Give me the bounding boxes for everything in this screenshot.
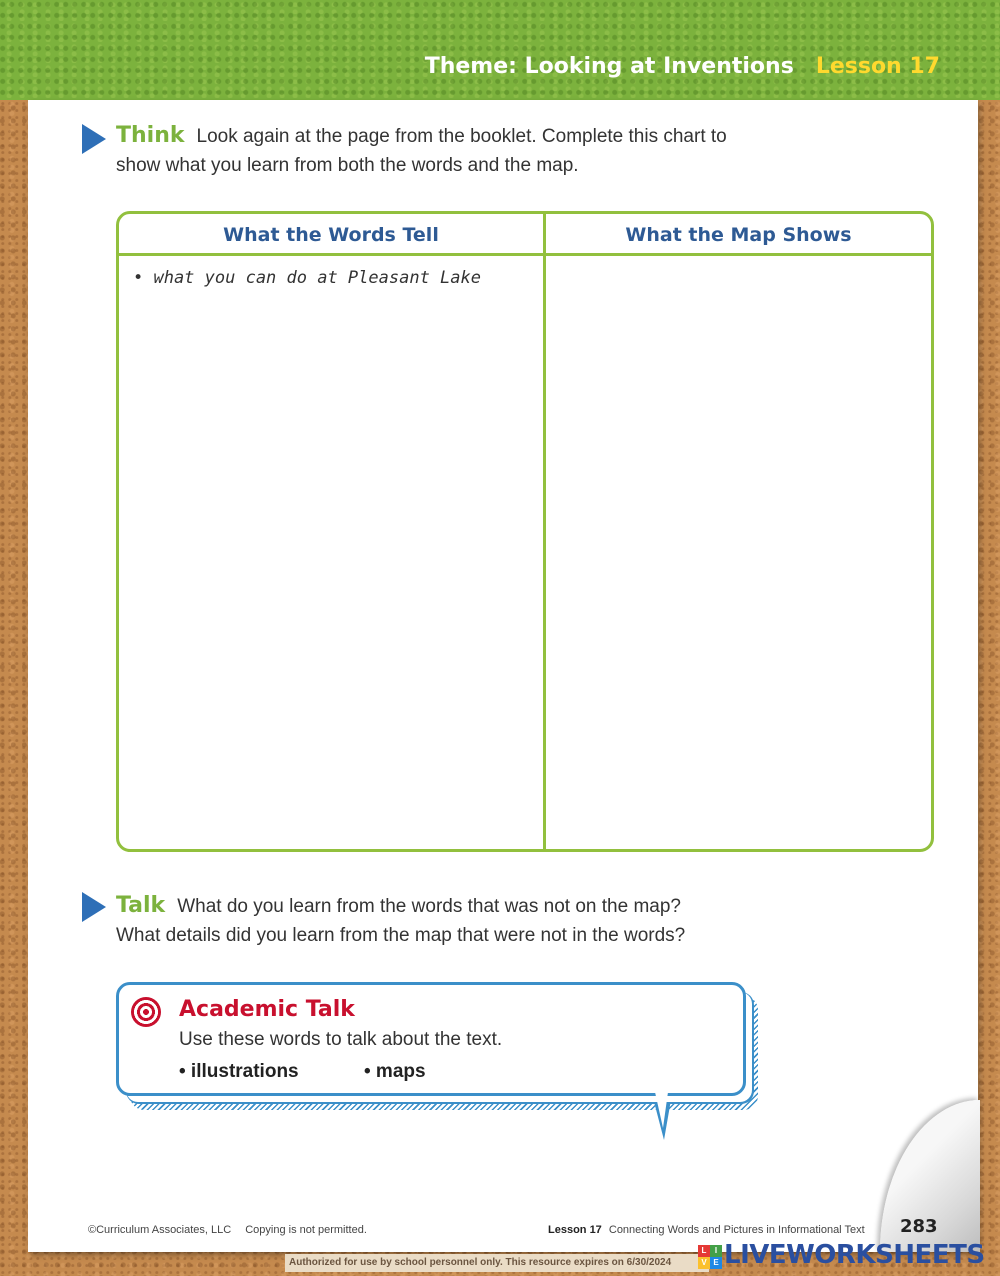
header-band [0,0,1000,100]
think-prompt [116,122,727,151]
talk-line-1: What do you learn from the words that was not on the map? [177,896,681,917]
footer-lesson-label: Lesson 17 [548,1224,602,1236]
play-arrow-icon [82,124,106,154]
talk-line-2: What details did you learn from the map that were not in the words? [116,925,686,946]
words-entry[interactable]: • what you can do at Pleasant Lake [133,268,481,288]
logo-letter: I [710,1245,722,1257]
talk-prompt [116,892,681,921]
column-header-words: What the Words Tell [223,224,439,246]
logo-letter: V [698,1257,710,1269]
lesson-label: Lesson 17 [815,54,940,79]
chart-divider-horizontal [119,253,931,256]
speech-bubble-tail-inner [655,1092,668,1128]
vocab-word-maps: • maps [364,1061,426,1082]
academic-talk-instruction: Use these words to talk about the text. [179,1029,503,1050]
copying-notice: Copying is not permitted. [245,1224,367,1236]
liveworksheets-brand[interactable]: LIVEWORKSHEETS [724,1240,985,1270]
header-title [425,54,940,79]
authorization-notice: Authorized for use by school personnel only. This resource expires on 6/30/2024 [285,1254,709,1272]
think-keyword: Think [116,123,185,148]
footer-lesson-title: Connecting Words and Pictures in Informational Text [608,1224,865,1236]
think-line-2: show what you learn from both the words and the map. [116,155,579,176]
two-column-chart [116,211,934,852]
think-line-1: Look again at the page from the booklet. Complete this chart to [196,126,727,147]
liveworksheets-logo-icon [698,1245,722,1269]
vocab-word-illustrations: • illustrations [179,1061,299,1082]
academic-talk-box [116,982,746,1096]
academic-talk-title: Academic Talk [179,997,355,1022]
column-header-map: What the Map Shows [625,224,852,246]
logo-letter: E [710,1257,722,1269]
page-number: 283 [900,1216,938,1237]
copyright-text: ©Curriculum Associates, LLC [88,1224,232,1236]
footer-copyright [88,1224,367,1236]
footer-lesson [548,1224,865,1236]
talk-keyword: Talk [116,893,166,918]
target-icon [131,997,161,1027]
play-arrow-icon [82,892,106,922]
theme-title: Theme: Looking at Inventions [424,54,794,79]
chart-divider-vertical [543,214,546,849]
logo-letter: L [698,1245,710,1257]
